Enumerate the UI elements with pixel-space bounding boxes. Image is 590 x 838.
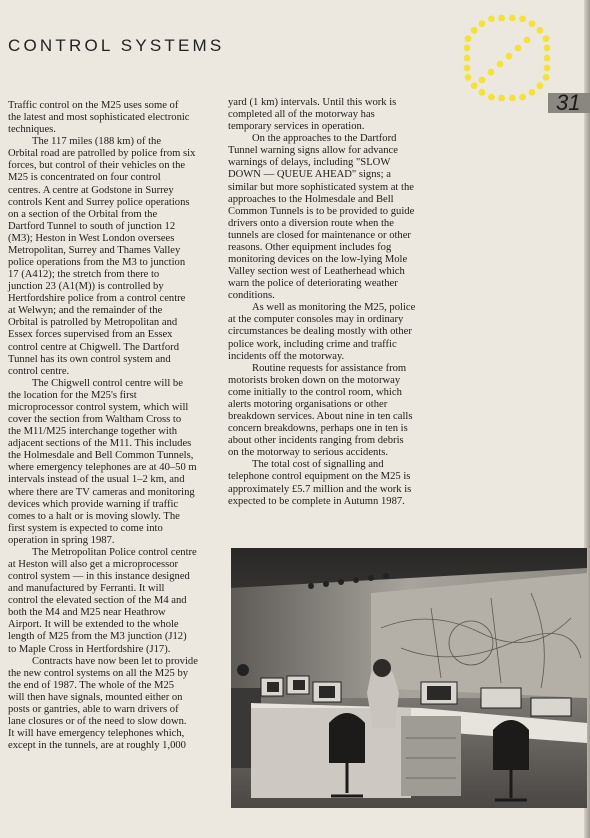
text-line: at the computer consoles may in ordinary [228, 314, 404, 326]
dotted-logo-icon [450, 8, 560, 108]
text-line: the Holmesdale and Bell Common Tunnels, [8, 450, 194, 462]
text-line: The 117 miles (188 km) of the [32, 136, 162, 148]
text-line: on the motorway to serious accidents. [228, 447, 389, 459]
text-line: warn the police of deteriorating weather [228, 278, 398, 290]
text-line: where there are TV cameras and monitoring [8, 486, 195, 498]
text-line: control system — in this instance designed [8, 571, 190, 583]
text-line: The Chigwell control centre will be [32, 377, 183, 389]
text-line: control the elevated section of the M4 and [8, 595, 187, 607]
text-line: forces, but control of their vehicles on the [8, 160, 186, 172]
text-line: intervals instead of the usual 1–2 km, and [8, 474, 185, 486]
logo-dot [544, 65, 551, 72]
text-line: temporary services in operation. [228, 121, 365, 133]
text-line: motorists broken down on the motorway [228, 374, 401, 386]
text-line: Tunnel has its own control system and [8, 353, 171, 365]
text-line: Hertfordshire police from a control centre [8, 293, 186, 305]
text-line: the end of 1987. The whole of the M25 [8, 679, 175, 691]
text-line: On the approaches to the Dartford [252, 133, 397, 145]
text-line: first system is expected to come into [8, 522, 163, 534]
text-line: alerts motoring organisations or other [228, 398, 388, 410]
text-line: devices which provide warning if traffic [8, 498, 179, 510]
logo-dot [471, 82, 478, 89]
text-line: adjacent sections of the M11. This includes [8, 438, 192, 450]
text-line: conditions. [228, 290, 275, 302]
logo-dot [544, 45, 551, 52]
logo-dot [464, 65, 471, 72]
text-line: the location for the M25's first [8, 389, 137, 401]
logo-dot [506, 53, 513, 60]
logo-dot [519, 16, 526, 23]
text-line: except in the tunnels, are at roughly 1,000 [8, 740, 186, 752]
text-line: expected to be complete in Autumn 1987. [228, 495, 405, 507]
text-line: the new control systems on all the M25 by [8, 667, 189, 679]
text-line: police work, including crime and traffic [228, 338, 397, 350]
logo-dot [465, 35, 472, 42]
logo-dot [479, 89, 486, 96]
logo-dot [498, 95, 505, 102]
text-line: the latest and most sophisticated electronic [8, 112, 190, 124]
text-line: warnings of delays, including "SLOW [228, 157, 391, 169]
text-line: circumstances be dealing mostly with other [228, 326, 412, 338]
text-line: length of M25 from the M3 junction (J12) [8, 631, 187, 643]
text-line: come initially to the control room, which [228, 386, 402, 398]
control-room-photo-drawing [231, 548, 587, 808]
text-line: to Maple Cross in Hertfordshire (J17). [8, 643, 171, 655]
text-line: and manufactured by Ferranti. It will [8, 583, 165, 595]
text-line: 17 (A412); the stretch from there to [8, 269, 160, 281]
logo-dot [519, 94, 526, 101]
text-line: will then have signals, mounted either on [8, 691, 183, 703]
text-line: M25 is concentrated on four control [8, 172, 161, 184]
text-line: Airport. It will be extended to the whole [8, 619, 179, 631]
text-line: completed all of the motorway has [228, 109, 375, 121]
logo-dot [529, 89, 536, 96]
text-line: on a section of the Orbital from the [8, 208, 158, 220]
text-line: Routine requests for assistance from [252, 362, 407, 374]
text-line: where emergency telephones are at 40–50 m [8, 462, 197, 474]
text-line: operation in spring 1987. [8, 534, 115, 546]
logo-dot [488, 16, 495, 23]
logo-dot [471, 27, 478, 34]
logo-dot [479, 20, 486, 27]
text-line: The total cost of signalling and [252, 459, 384, 471]
text-line: both the M4 and M25 near Heathrow [8, 607, 166, 619]
text-line: comes to a halt or is moving slowly. The [8, 510, 180, 522]
text-line: police operations from the M3 to junction [8, 257, 186, 269]
logo-dot [515, 45, 522, 52]
text-line: Tunnel warning signs allow for advance [228, 145, 398, 157]
text-line: the M11/M25 interchange together with [8, 426, 178, 438]
logo-dot [544, 55, 551, 62]
text-line: reasons. Other equipment includes fog [228, 241, 392, 253]
text-line: incidents off the motorway. [228, 350, 345, 362]
text-line: Metropolitan, Surrey and Thames Valley [8, 244, 181, 256]
text-line: Valley section west of Leatherhead which [228, 266, 405, 278]
text-line: DOWN — QUEUE AHEAD" signs; a [228, 169, 391, 181]
text-line: Contracts have now been let to provide [32, 655, 198, 667]
text-line: Dartford Tunnel to south of junction 12 [8, 220, 176, 232]
control-room-photo [231, 548, 587, 808]
text-line: The Metropolitan Police control centre [32, 546, 197, 558]
text-line: It will have emergency telephones which, [8, 728, 185, 740]
text-line: cover the section from Waltham Cross to [8, 414, 182, 426]
text-line: approaches to the Holmesdale and Bell [228, 193, 394, 205]
text-line: Essex forces supervised from an Essex [8, 329, 173, 341]
logo-dot [509, 95, 516, 102]
text-line: posts or gantries, able to warn drivers of [8, 703, 179, 715]
logo-dot [488, 94, 495, 101]
logo-dot [497, 61, 504, 68]
text-line: approximately £5.7 million and the work is [228, 483, 412, 495]
logo-dot [498, 15, 505, 22]
text-line: concern breakdowns, perhaps one in ten is [228, 423, 408, 435]
logo-dot [464, 55, 471, 62]
text-line: microprocessor control system, which will [8, 401, 189, 413]
logo-dot [524, 37, 531, 44]
text-line: similar but more sophisticated system at the [228, 181, 414, 193]
text-line: lane closures or of the need to slow down. [8, 715, 187, 727]
text-line: at Welwyn; and the remainder of the [8, 305, 163, 317]
text-line: about other incidents ranging from debris [228, 435, 404, 447]
text-line: control centre at Chigwell. The Dartford [8, 341, 180, 353]
page-heading: CONTROL SYSTEMS [8, 36, 225, 55]
text-line: control centre. [8, 365, 70, 377]
text-line: controls Kent and Surrey police operations [8, 196, 190, 208]
text-line: junction 23 (A1(M)) is controlled by [8, 281, 164, 293]
logo-dot [479, 77, 486, 84]
text-line: telephone control equipment on the M25 is [228, 471, 411, 483]
logo-dot [543, 74, 550, 81]
text-line: Traffic control on the M25 uses some of [8, 100, 179, 111]
logo-dot [537, 27, 544, 34]
text-line: monitoring devices on the low-lying Mole [228, 254, 408, 266]
text-line: centres. A centre at Godstone in Surrey [8, 184, 174, 196]
page-number: 31 [556, 90, 581, 115]
text-line: tunnels are closed for maintenance or other [228, 229, 411, 241]
logo-dot [464, 45, 471, 52]
text-line: techniques. [8, 124, 56, 136]
left-text-column [8, 100, 220, 752]
text-line: Common Tunnels is to be provided to guide [228, 205, 415, 217]
logo-dot [509, 15, 516, 22]
text-line: yard (1 km) intervals. Until this work is [228, 97, 397, 108]
text-line: Orbital is patrolled by Metropolitan and [8, 317, 178, 329]
text-line: (M3); Heston in West London oversees [8, 232, 175, 244]
logo-dot [543, 35, 550, 42]
right-text-column [228, 97, 440, 508]
text-line: As well as monitoring the M25, police [252, 302, 416, 314]
text-line: breakdown services. About nine in ten calls [228, 411, 413, 423]
text-line: at Heston will also get a microprocessor [8, 558, 179, 570]
logo-dot [488, 69, 495, 76]
logo-dot [537, 82, 544, 89]
logo-dot [529, 20, 536, 27]
text-line: Orbital road are patrolled by police from six [8, 148, 196, 160]
text-line: drivers onto a diversion route when the [228, 217, 394, 229]
logo-dot [465, 74, 472, 81]
